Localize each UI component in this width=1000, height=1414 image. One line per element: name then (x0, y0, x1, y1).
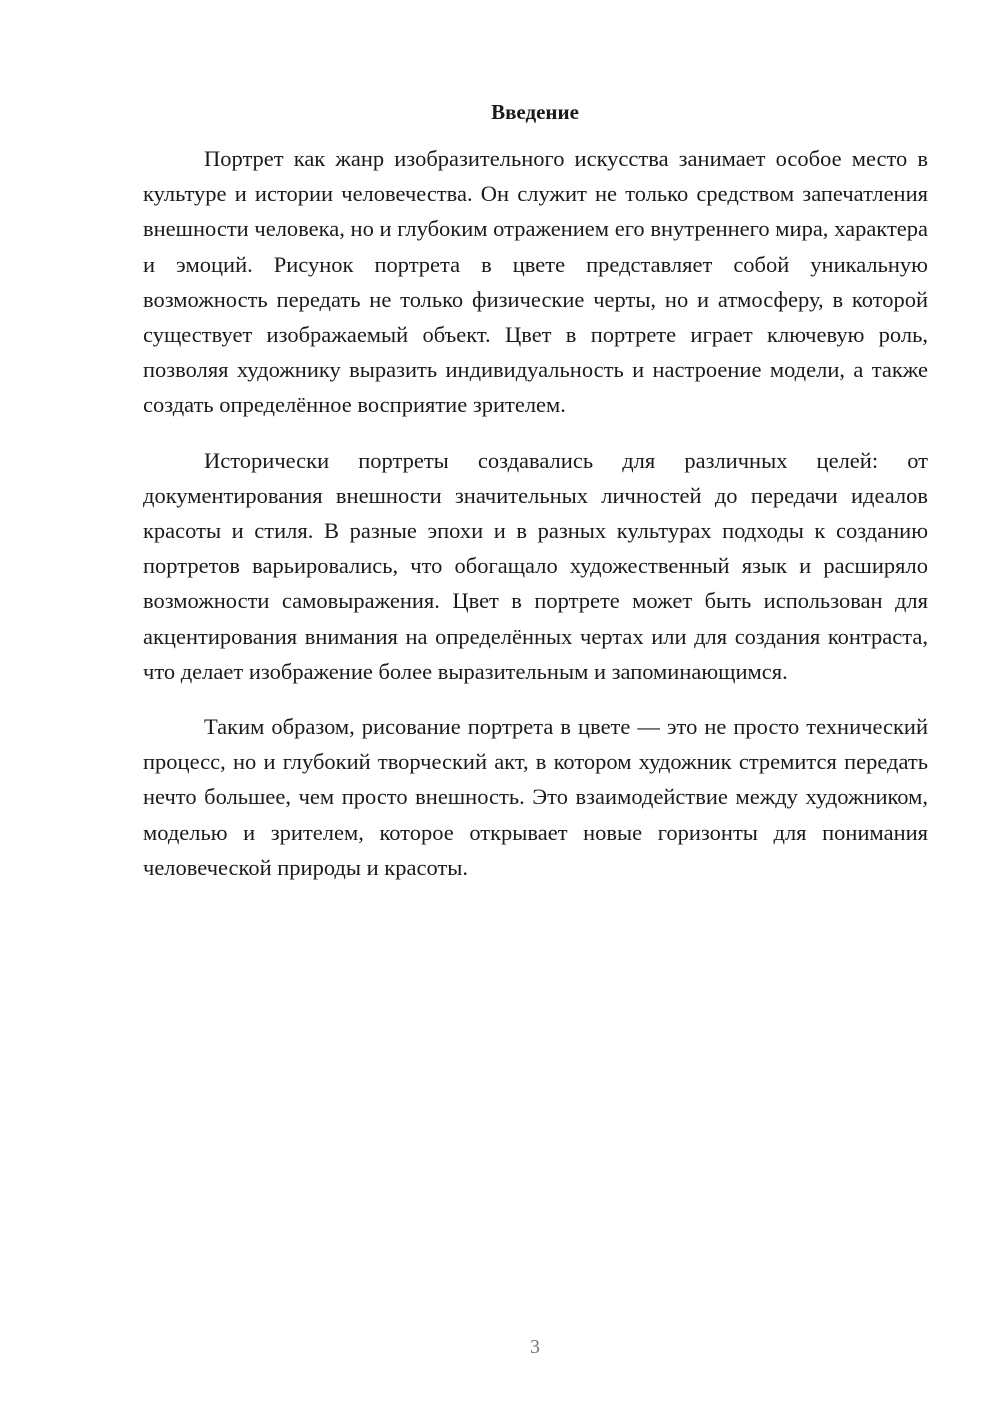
body-text (143, 141, 928, 885)
page-number: 3 (530, 1336, 540, 1358)
paragraph-1: Портрет как жанр изобразительного искусства занимает особое место в культуре и истории человечества. Он служит не только средством запечатления внешности человека, но и глубоким отражением его внутреннего мира, характера и эмоций. Рисунок портрета в цвете представляет собой уникальную возможность передать не только физические черты, но и атмосферу, в которой существует изображаемый объект. Цвет в портрете играет ключевую роль, позволяя художнику выразить индивидуальность и настроение модели, а также создать определённое восприятие зрителем. (143, 146, 928, 418)
paragraph-3: Таким образом, рисование портрета в цвете — это не просто технический процесс, но и глубокий творческий акт, в котором художник стремится передать нечто большее, чем просто внешность. Это взаимодействие между художником, моделью и зрителем, которое открывает новые горизонты для понимания человеческой природы и красоты. (143, 714, 928, 880)
section-heading: Введение (491, 100, 579, 124)
paragraph-2: Исторически портреты создавались для различных целей: от документирования внешности значительных личностей до передачи идеалов красоты и стиля. В разные эпохи и в разных культурах подходы к созданию портретов варьировались, что обогащало художественный язык и расширяло возможности самовыражения. Цвет в портрете может быть использован для акцентирования внимания на определённых чертах или для создания контраста, что делает изображение более выразительным и запоминающимся. (143, 447, 928, 684)
